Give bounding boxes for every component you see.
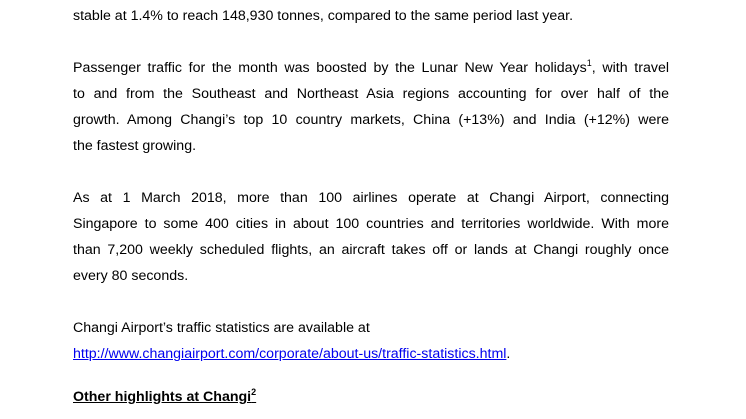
paragraph-passenger-line-2: to and from the Southeast and Northeast Asia regions accounting for over half of the (73, 86, 669, 102)
paragraph-airlines-line-1: As at 1 March 2018, more than 100 airlines operate at Changi Airport, connecting (73, 190, 669, 206)
paragraph-airlines-line-4: every 80 seconds. (73, 268, 189, 284)
footnote-marker-2: 2 (251, 387, 257, 397)
text-run: Passenger traffic for the month was boosted by the Lunar New Year holidays (73, 60, 587, 76)
heading-text: Other highlights at Changi (73, 389, 252, 405)
text-run: stable at 1.4% to reach 148,930 tonnes, compared to the same period last year. (73, 8, 574, 24)
paragraph-passenger-line-1 (73, 59, 669, 78)
traffic-statistics-link[interactable]: http://www.changiairport.com/corporate/about-us/traffic-statistics.html (73, 346, 507, 362)
paragraph-airlines-line-3: than 7,200 weekly scheduled flights, an aircraft takes off or lands at Changi roughly once (73, 242, 669, 258)
section-heading-other-highlights (73, 388, 256, 407)
paragraph-passenger-line-3: growth. Among Changi’s top 10 country markets, China (+13%) and India (+12%) were (73, 112, 669, 128)
text-run: . (506, 346, 511, 362)
footnote-marker-1: 1 (586, 58, 592, 68)
paragraph-passenger-line-4: the fastest growing. (73, 138, 197, 154)
paragraph-stats-line-1: Changi Airport’s traffic statistics are available at (73, 320, 370, 336)
paragraph-airlines-line-2: Singapore to some 400 cities in about 100 countries and territories worldwide. With more (73, 216, 669, 232)
text-run: , with travel (591, 60, 670, 76)
paragraph-cargo-line-1 (73, 7, 573, 25)
paragraph-stats-line-2 (73, 345, 510, 363)
